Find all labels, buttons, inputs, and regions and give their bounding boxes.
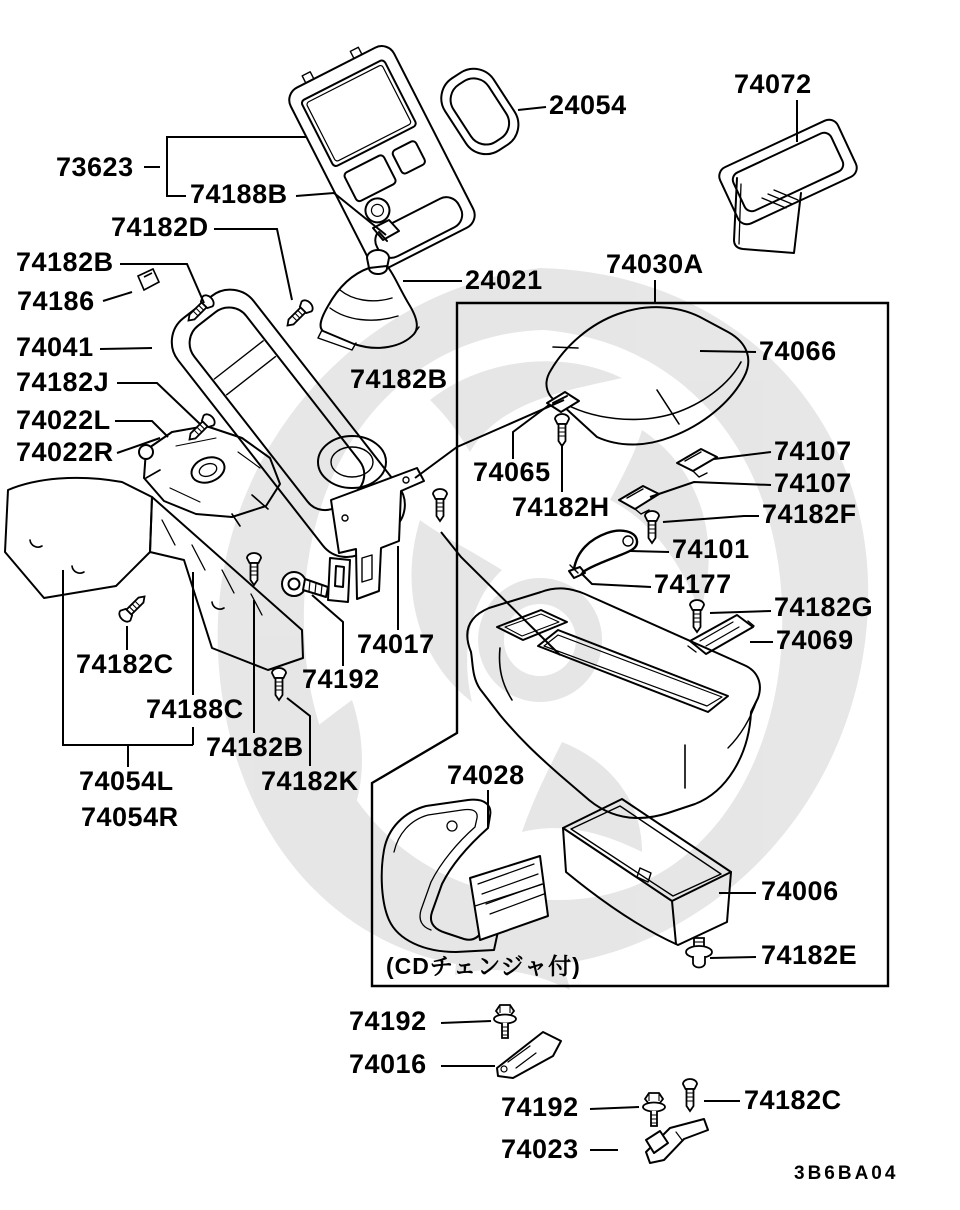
part-label-74186: 74186 — [17, 286, 95, 316]
part-label-74022R: 74022R — [16, 437, 114, 467]
diagram-code: 3B6BA04 — [794, 1163, 899, 1184]
part-label-74182B-3: 74182B — [350, 364, 448, 394]
part-label-74107-1: 74107 — [774, 436, 852, 466]
part-label-74107-2: 74107 — [774, 468, 852, 498]
part-label-74022L: 74022L — [16, 405, 111, 435]
part-label-74006: 74006 — [761, 876, 839, 906]
part-label-74182J: 74182J — [16, 367, 110, 397]
part-label-74182B-2: 74182B — [206, 732, 304, 762]
part-label-73623: 73623 — [56, 152, 134, 182]
part-label-74017: 74017 — [357, 629, 435, 659]
part-label-74028: 74028 — [447, 760, 525, 790]
part-label-74054R: 74054R — [81, 802, 179, 832]
bracket-74016-drawing — [497, 1032, 561, 1078]
rear-tray-drawing — [716, 116, 860, 253]
part-label-74069: 74069 — [776, 625, 854, 655]
part-label-74188B: 74188B — [190, 179, 288, 209]
part-label-74192-2: 74192 — [349, 1006, 427, 1036]
part-label-74182C-1: 74182C — [76, 649, 174, 679]
part-label-74030A: 74030A — [606, 249, 704, 279]
part-label-74182B-1: 74182B — [16, 247, 114, 277]
part-label-74023: 74023 — [501, 1134, 579, 1164]
part-label-24054: 24054 — [549, 90, 627, 120]
part-label-74041: 74041 — [16, 332, 94, 362]
part-label-24021: 24021 — [465, 265, 543, 295]
part-label-74192-1: 74192 — [302, 664, 380, 694]
part-label-74188C: 74188C — [146, 694, 244, 724]
bezel-ring-drawing — [432, 60, 527, 164]
part-label-74182K: 74182K — [261, 766, 359, 796]
cd-changer-note: (CDチェンジャ付) — [386, 953, 581, 979]
part-label-74182H: 74182H — [512, 492, 610, 522]
part-label-74016: 74016 — [349, 1049, 427, 1079]
part-label-74177: 74177 — [654, 569, 732, 599]
part-label-74072: 74072 — [734, 69, 812, 99]
part-label-74182G: 74182G — [774, 592, 874, 622]
part-label-74065: 74065 — [473, 457, 551, 487]
part-label-74182C-2: 74182C — [744, 1085, 842, 1115]
part-label-74182E: 74182E — [761, 940, 858, 970]
part-label-74054L: 74054L — [79, 766, 174, 796]
part-label-74066: 74066 — [759, 336, 837, 366]
part-label-74101: 74101 — [672, 534, 750, 564]
part-label-74192-3: 74192 — [501, 1092, 579, 1122]
part-label-74182F: 74182F — [762, 499, 857, 529]
part-label-74182D: 74182D — [111, 212, 209, 242]
